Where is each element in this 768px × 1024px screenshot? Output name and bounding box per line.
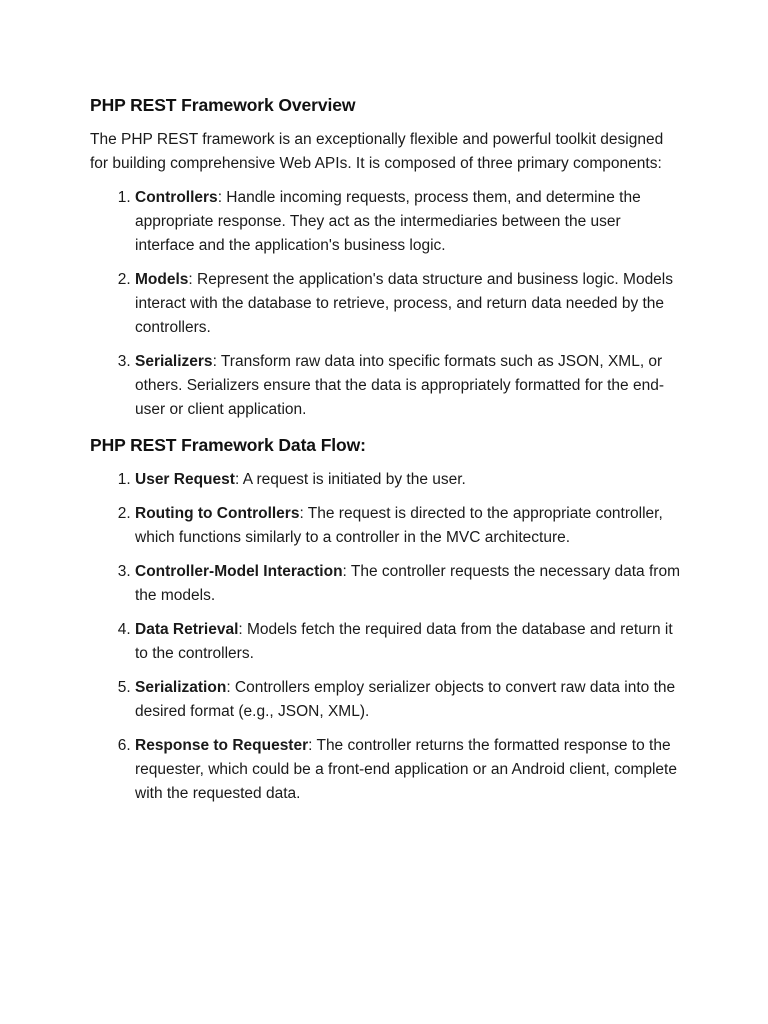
step-description: : Models fetch the required data from the database and return it to the controllers. xyxy=(135,621,673,662)
component-term: Controllers xyxy=(135,189,218,206)
step-term: Serialization xyxy=(135,679,227,696)
components-list xyxy=(90,186,680,422)
step-description: : A request is initiated by the user. xyxy=(234,471,466,488)
list-item xyxy=(135,734,680,806)
component-description: : Transform raw data into specific formats such as JSON, XML, or others. Serializers ensure that the data is appropriately formatted for the end-user or client application. xyxy=(135,353,665,418)
step-term: Data Retrieval xyxy=(135,621,239,638)
component-term: Models xyxy=(135,271,189,288)
list-item xyxy=(135,560,680,608)
step-description: : The controller returns the formatted response to the requester, which could be a front-end application or an Android client, complete with the requested data. xyxy=(135,737,677,802)
list-item xyxy=(135,186,680,258)
step-description: : The request is directed to the appropriate controller, which functions similarly to a controller in the MVC architecture. xyxy=(135,505,663,546)
step-term: Response to Requester xyxy=(135,737,309,754)
list-item xyxy=(135,618,680,666)
step-description: : Controllers employ serializer objects to convert raw data into the desired format (e.g., JSON, XML). xyxy=(135,679,676,720)
overview-intro: The PHP REST framework is an exceptionally flexible and powerful toolkit designed for building comprehensive Web APIs. It is composed of three primary components: xyxy=(90,131,664,172)
component-description: : Represent the application's data structure and business logic. Models interact with the database to retrieve, process, and return data needed by the controllers. xyxy=(135,271,674,336)
overview-heading: PHP REST Framework Overview xyxy=(90,95,356,115)
list-item xyxy=(135,502,680,550)
data-flow-heading: PHP REST Framework Data Flow: xyxy=(90,435,366,455)
document-page xyxy=(90,92,680,816)
component-description: : Handle incoming requests, process them, and determine the appropriate response. They act as the intermediaries between the user interface and the application's business logic. xyxy=(135,189,641,254)
step-description: : The controller requests the necessary data from the models. xyxy=(135,563,680,604)
list-item xyxy=(135,350,680,422)
data-flow-list xyxy=(90,468,680,806)
list-item xyxy=(135,676,680,724)
step-term: Controller-Model Interaction xyxy=(135,563,343,580)
component-term: Serializers xyxy=(135,353,213,370)
list-item xyxy=(135,468,680,492)
step-term: Routing to Controllers xyxy=(135,505,300,522)
step-term: User Request xyxy=(135,471,235,488)
list-item xyxy=(135,268,680,340)
